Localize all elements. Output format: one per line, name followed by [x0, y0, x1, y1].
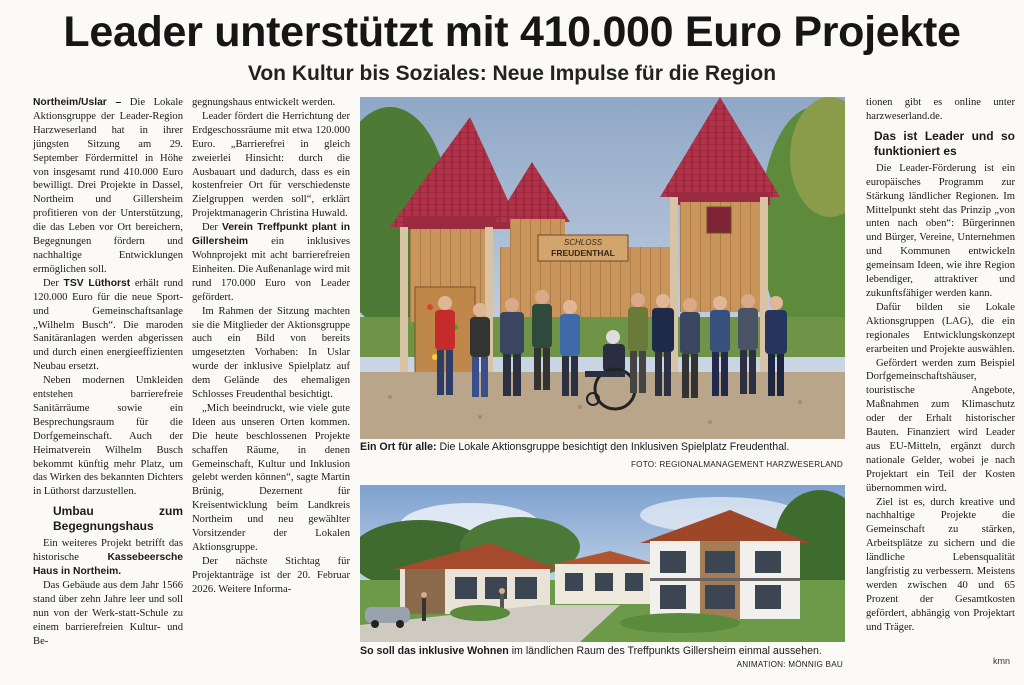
paragraph: Der Verein Treffpunkt plant in Gillersheim ein inklusives Wohnprojekt mit acht barrierefreien Einheiten. Die Außenanlage wird mit rund 170.000 Euro von Leader gefördert. — [192, 222, 351, 303]
housing-rendering — [360, 485, 845, 642]
playground-illustration — [360, 97, 845, 439]
paragraph: Die Leader-Förderung ist ein europäisches Programm zur Stärkung ländlicher Regionen. Im Mittelpunkt steht das Prinzip „von unten nach oben“: Bürgerinnen und Bürger, Vereine, Unternehmen und Kommunen entwickeln gemeinsam Ideen, wie ihre Region lebendiger, attraktiver und zukunftsfähiger werden kann. — [866, 162, 1015, 299]
paragraph: Der TSV Lüthorst erhält rund 120.000 Euro für die neue Sport- und Gemeinschaftsanlage „Wilhelm Busch“. Die maroden Sanitäranlagen werden abgerissen und durch einen energieeffizienten Neubau ersetzt. — [33, 277, 183, 373]
paragraph: Ziel ist es, durch kreative und nachhaltige Projekte die Gemeinschaft zu stärken, Arbeitsplätze zu sichern und die ländliche Lebensqualität langfristig zu verbessern. Meistens werden zwischen 40 und 65 Prozent der Gesamtkosten gefördert, abhängig von Projektart und Träger. — [866, 496, 1015, 633]
article-column-1 — [33, 96, 183, 649]
sign-line-2: FREUDENTHAL — [551, 248, 615, 258]
sign-line-1: SCHLOSS — [563, 238, 603, 247]
housing-illustration — [360, 485, 845, 642]
section-heading: Das ist Leader und so funktioniert es — [874, 128, 1015, 158]
section-heading: Umbau zum Begegnungshaus — [53, 504, 183, 534]
rendering-credit: ANIMATION: MÖNNIG BAU — [736, 660, 843, 669]
paragraph: Das Gebäude aus dem Jahr 1566 stand über zehn Jahre leer und soll nun von der Werk-statt-Schule zu einem barrierefreien Kultur- und Be- — [33, 580, 183, 647]
paragraph: Gefördert werden zum Beispiel Dorfgemeinschaftshäuser, touristische Angebote, Maßnahmen zum Klimaschutz oder der Erhalt historischer Bauten. Finanziert wird Leader aus EU-Mitteln, ergänzt durch nationale Gelder, wobei je nach Projektart ein Teil der Kosten übernommen wird. — [866, 357, 1015, 494]
paragraph: Dafür bilden sie Lokale Aktionsgruppen (LAG), die ein regionales Entwicklungskonzept erarbeiten und Projekte auswählen. — [866, 301, 1015, 355]
dateline: Northeim/Uslar – — [33, 97, 122, 108]
paragraph: Im Rahmen der Sitzung machten sie die Mitglieder der Aktionsgruppe auch ein Bild von bereits umgesetzten Vorhaben: In Uslar wurde der inklusive Spielplatz auf dem Gelände des ehemaligen Schlosses Freudenthal besichtigt. — [192, 305, 350, 401]
paragraph: tionen gibt es online unter harzweserland.de. — [866, 97, 1015, 122]
inline-highlight: Kassebeersche Haus in Northeim. — [33, 552, 183, 578]
article-column-4 — [866, 96, 1015, 635]
paragraph: Der nächste Stichtag für Projektanträge ist der 20. Februar 2026. Weitere Informa- — [192, 555, 350, 595]
paragraph: gegnungshaus entwickelt werden. — [192, 97, 336, 108]
paragraph: Neben modernen Umkleiden entstehen barrierefreie Sanitärräume sowie ein Besprechungsraum für die Dorfgemeinschaft. Auch der Heimatverein Wilhelm Busch bekommt künftig mehr Platz, um das Wirken des bekannten Dichters in Lüthorst darzustellen. — [33, 375, 183, 498]
author-signature: kmn — [992, 656, 1010, 666]
paragraph: Northeim/Uslar – Die Lokale Aktionsgruppe der Leader-Region Harzweserland hat in ihrer jüngsten Sitzung am 29. September Fördermittel in Höhe von insgesamt rund 410.000 Euro bewilligt. Drei Projekte in Dassel, Northeim und Gillersheim profitieren von der Unterstützung, die das Leben vor Ort bereichern, Begegnungen fördern und nachhaltige Entwicklungen ermöglichen soll. — [33, 97, 183, 275]
rendering-caption: So soll das inklusive Wohnen im ländlichen Raum des Treffpunkts Gillersheim einmal aussehen. — [360, 645, 822, 657]
paragraph: Leader fördert die Herrichtung der Erdgeschossräume mit etwa 120.000 Euro. „Barrierefrei in gleich zweierlei Hinsicht: durch die Ausbauart und dadurch, dass es ein kostenfreier Ort für verschiedenste Zielgruppen werden soll“, erklärt Projektmanagerin Christina Huwald. — [192, 110, 350, 220]
paragraph: „Mich beeindruckt, wie viele gute Ideen aus unseren Orten kommen. Die heute beschlossenen Projekte schaffen Räume, in denen Gemeinschaft, Kultur und Inklusion gelebt werden können“, sagte Martin Brünig, Dezernent für Kreisentwicklung beim Landkreis Northeim und neu gewählter Vorsitzender der Lokalen Aktionsgruppe. — [192, 402, 350, 553]
headline: Leader unterstützt mit 410.000 Euro Projekte — [63, 8, 961, 56]
inline-highlight: TSV Lüthorst — [63, 277, 131, 289]
paragraph: Ein weiteres Projekt betrifft das historische Kassebeersche Haus in Northeim. — [33, 538, 183, 578]
inline-highlight: Verein Treffpunkt plant in Gillersheim — [192, 222, 351, 248]
photo-credit: FOTO: REGIONALMANAGEMENT HARZWESERLAND — [630, 460, 843, 469]
playground-photo — [360, 97, 845, 439]
photo-caption: Ein Ort für alle: Die Lokale Aktionsgruppe besichtigt den Inklusiven Spielplatz Freudenthal. — [360, 441, 790, 453]
subline: Von Kultur bis Soziales: Neue Impulse für die Region — [247, 62, 777, 85]
article-column-2 — [192, 96, 350, 597]
